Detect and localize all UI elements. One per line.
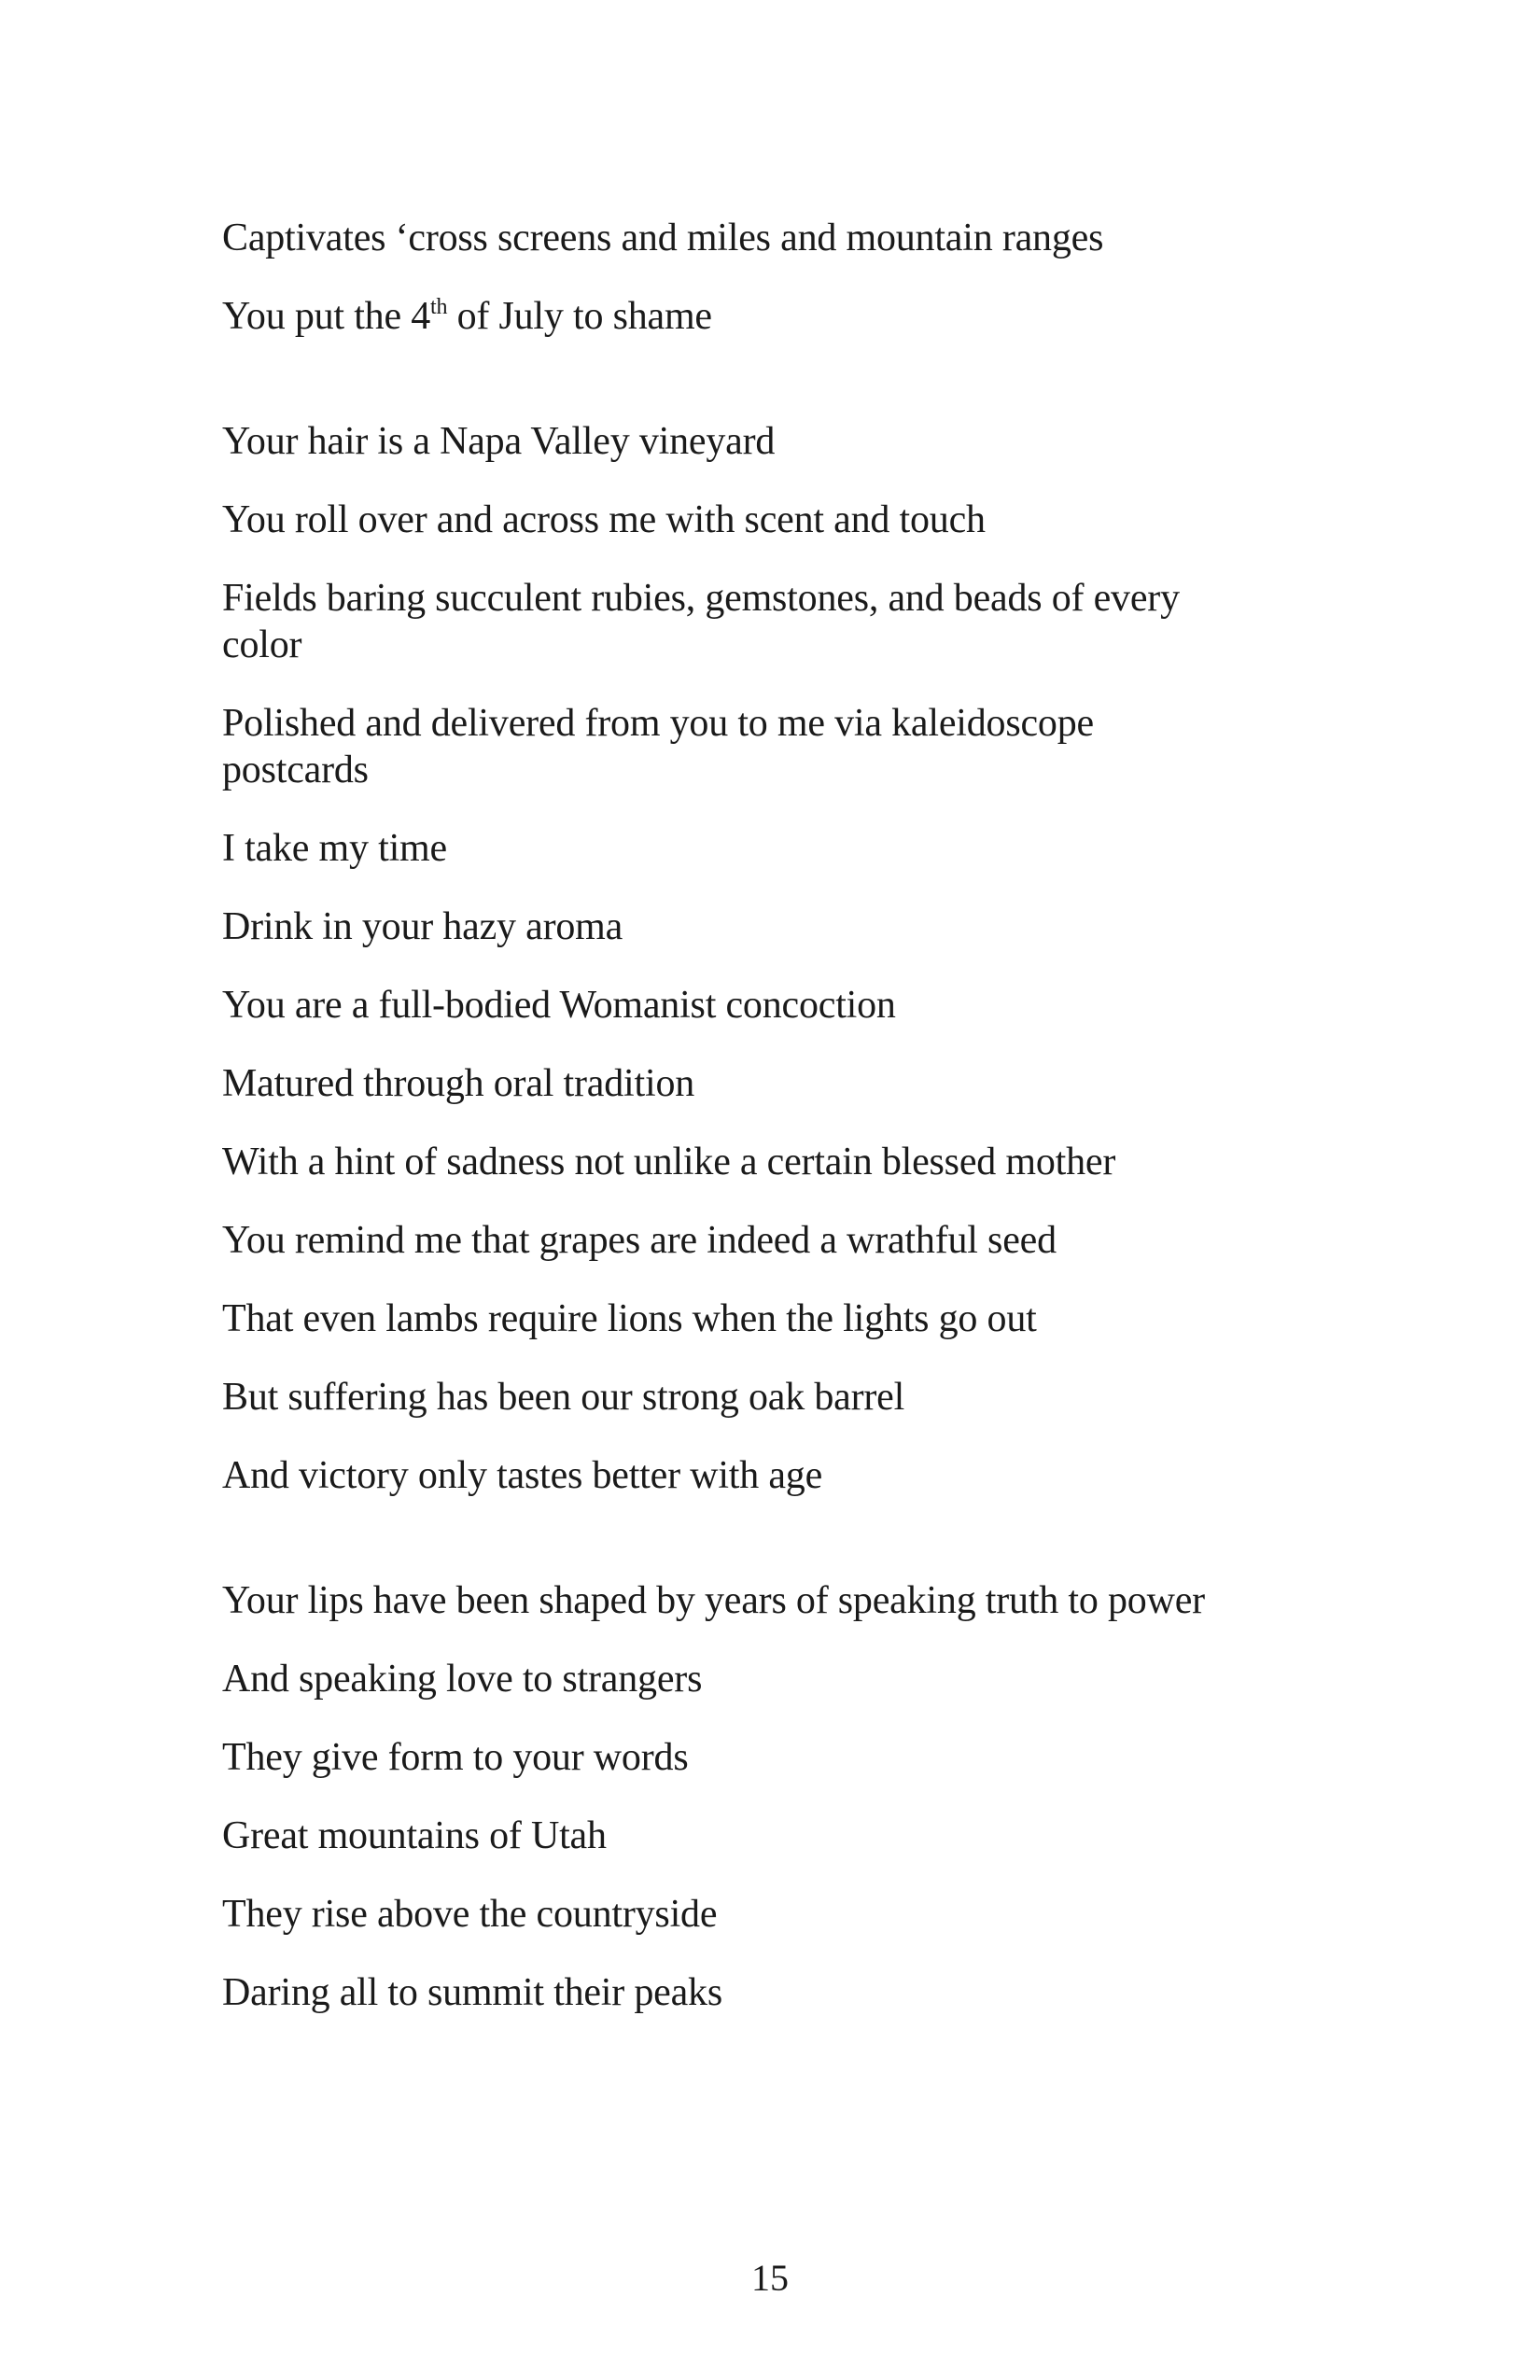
poem-line: Drink in your hazy aroma xyxy=(222,905,623,948)
poem-line: Captivates ‘cross screens and miles and mountain ranges xyxy=(222,217,1104,259)
poem-line: And speaking love to strangers xyxy=(222,1658,703,1701)
poem-line: Your hair is a Napa Valley vineyard xyxy=(222,420,776,463)
poem-line-with-superscript xyxy=(222,293,1323,340)
page-number: 15 xyxy=(751,2257,789,2299)
ordinal-superscript: th xyxy=(430,295,448,319)
line-text-before: You put the 4 xyxy=(222,295,431,338)
poem-line: You roll over and across me with scent and touch xyxy=(222,498,986,541)
poem-line: Great mountains of Utah xyxy=(222,1814,607,1857)
poem-line: That even lambs require lions when the lights go out xyxy=(222,1297,1037,1340)
poem-line: Matured through oral tradition xyxy=(222,1062,695,1105)
poem-line: They rise above the countryside xyxy=(222,1893,718,1936)
poem-line: I take my time xyxy=(222,827,447,870)
poem-line: With a hint of sadness not unlike a certain blessed mother xyxy=(222,1141,1116,1183)
poem-line: They give form to your words xyxy=(222,1736,689,1779)
poem-line: But suffering has been our strong oak barrel xyxy=(222,1376,905,1419)
poem-line: Your lips have been shaped by years of speaking truth to power xyxy=(222,1579,1205,1622)
poem-line: You remind me that grapes are indeed a wrathful seed xyxy=(222,1219,1057,1262)
poem-line: Fields baring succulent rubies, gemstones, and beads of every color xyxy=(222,577,1180,666)
poem-line: And victory only tastes better with age xyxy=(222,1454,823,1497)
poem-line: You are a full-bodied Womanist concoction xyxy=(222,984,896,1027)
stanza-1 xyxy=(222,215,1323,340)
stanza-2 xyxy=(222,418,1323,1499)
poem-body xyxy=(222,215,1323,2094)
poem-line: Polished and delivered from you to me via kaleidoscope postcards xyxy=(222,702,1094,791)
stanza-3 xyxy=(222,1577,1323,2016)
poem-line: Daring all to summit their peaks xyxy=(222,1971,722,2014)
line-text-after: of July to shame xyxy=(447,295,712,338)
